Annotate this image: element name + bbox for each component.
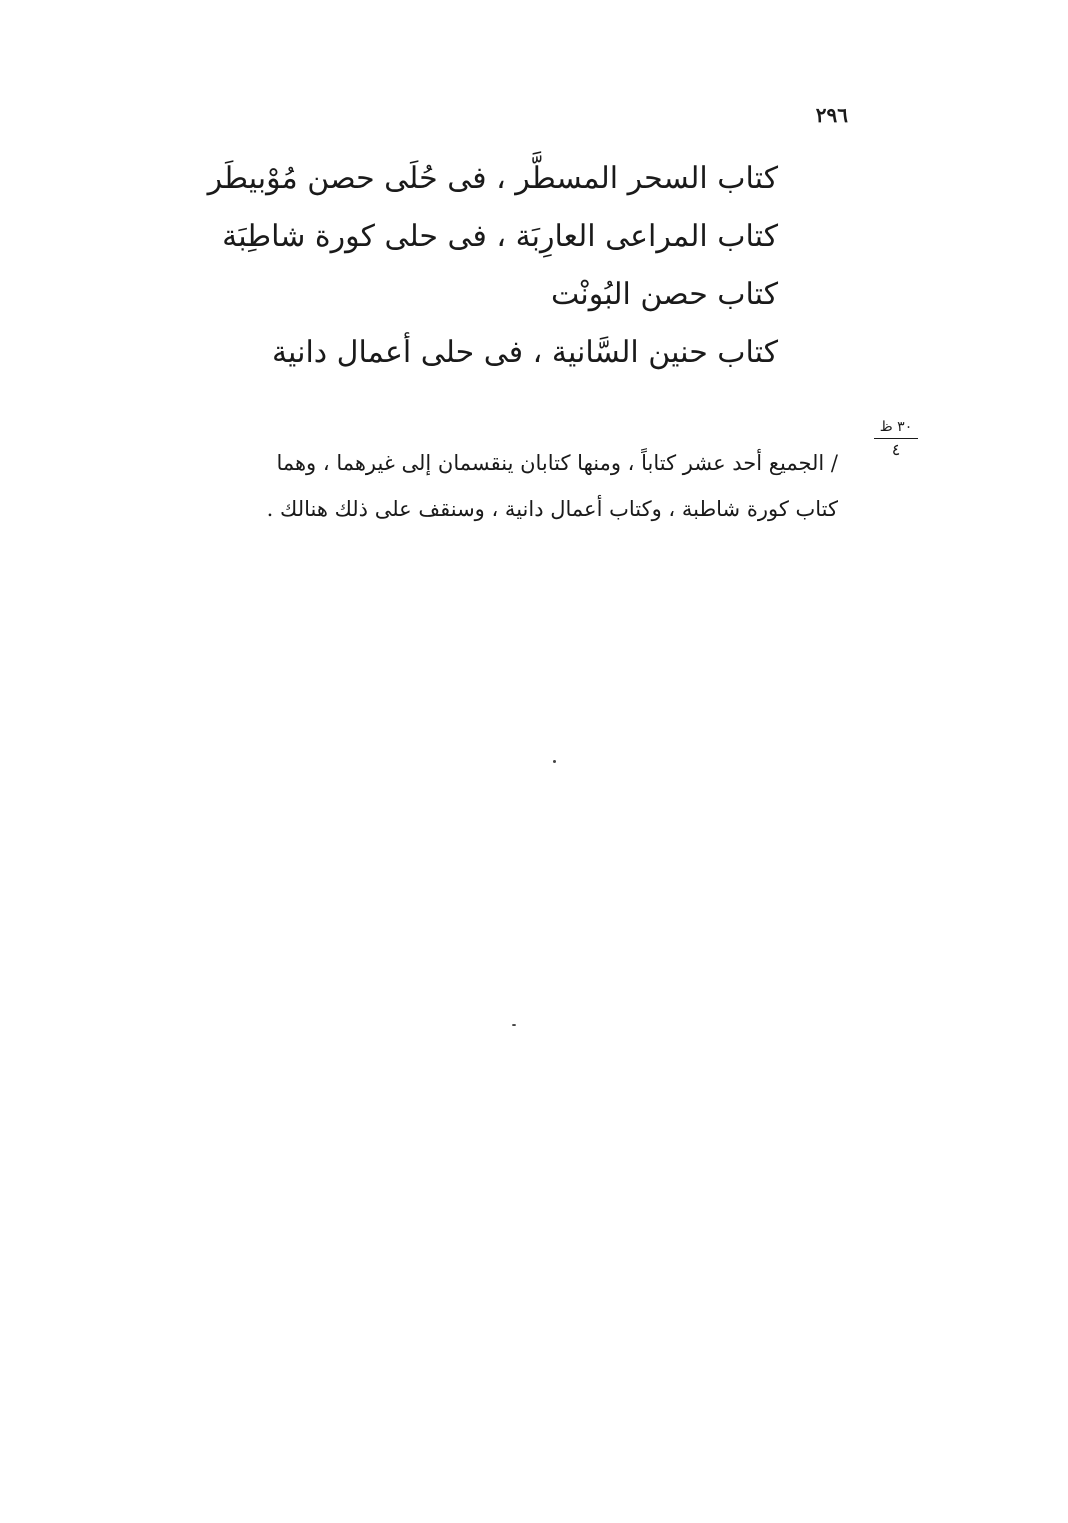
catalog-line: كتاب حنين السَّانية ، فى حلى أعمال دانية [271,335,778,370]
page-number: ٢٩٦ [815,103,848,127]
summary-paragraph [178,440,838,532]
catalog-line: كتاب حصن البُونْت [550,277,778,312]
scan-speck [553,760,556,763]
manuscript-folio-reference [874,418,918,459]
folio-reference-bottom: ٤ [891,440,901,459]
scan-speck [512,1024,516,1026]
summary-line: كتاب كورة شاطبة ، وكتاب أعمال دانية ، وسنقف على ذلك هنالك . [266,497,838,521]
book-catalog-list [207,150,778,382]
catalog-line: كتاب السحر المسطَّر ، فى حُلَى حصن مُوْبيطَر [207,161,778,196]
folio-reference-top: ٣٠ ظ [874,418,918,439]
summary-line: / الجميع أحد عشر كتاباً ، ومنها كتابان ينقسمان إلى غيرهما ، وهما [276,451,838,475]
catalog-line: كتاب المراعى العارِبَة ، فى حلى كورة شاطِبَة [222,219,778,254]
